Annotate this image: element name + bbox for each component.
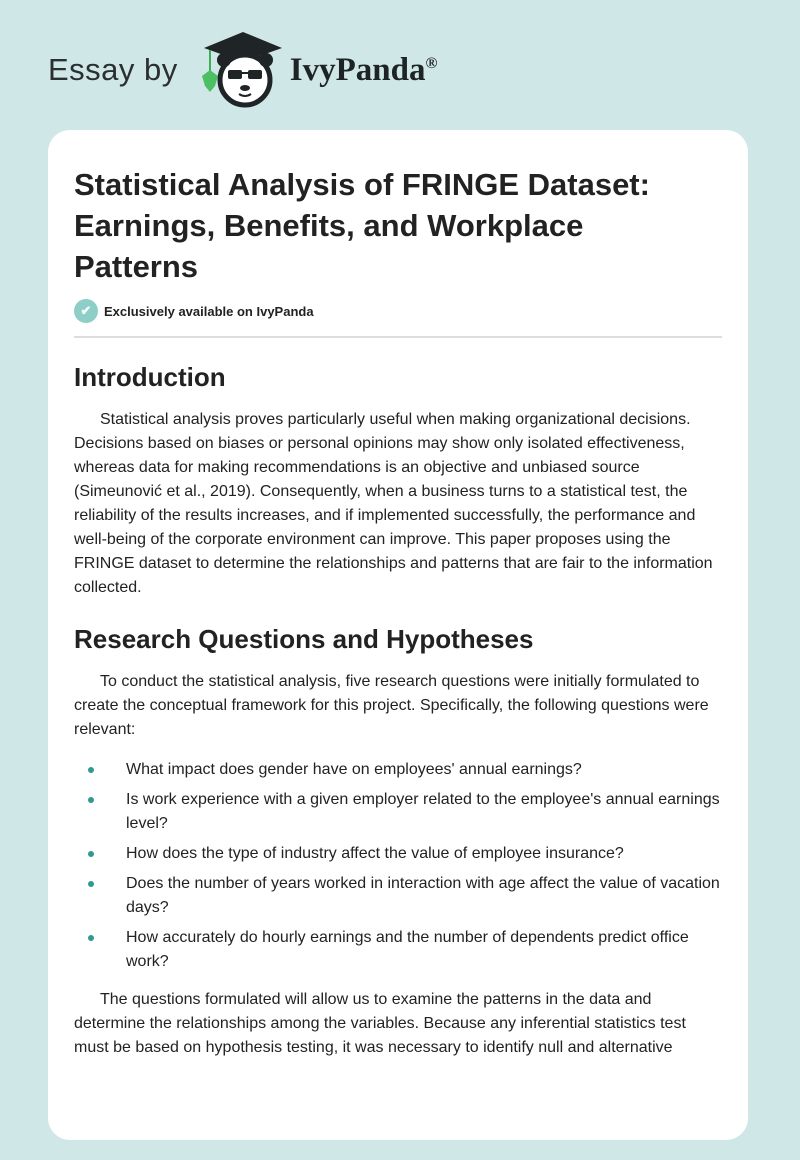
article-title: Statistical Analysis of FRINGE Dataset: Earnings, Benefits, and Workplace Patterns [74, 167, 650, 284]
list-item: Does the number of years worked in interaction with age affect the value of vacation days? [74, 872, 722, 920]
research-questions-list [74, 758, 722, 974]
site-header [48, 30, 437, 110]
brand-name[interactable] [290, 52, 438, 89]
list-item: How accurately do hourly earnings and the number of dependents predict office work? [74, 926, 722, 974]
essay-by-label: Essay by [48, 52, 178, 87]
paragraph: Statistical analysis proves particularly useful when making organizational decisions. Decisions based on biases or personal opinions may show only isolated effectiveness, whereas data for making recommendations is an objective and unbiased source (Simeunović et al., 2019). Consequently, when a business turns to a statistical test, the reliability of the results increases, and if implemented successfully, the performance and well-being of the corporate environment can improve. This paper proposes using the FRINGE dataset to determine the relationships and patterns that are fair to the information collected. [74, 411, 713, 596]
exclusive-badge [74, 299, 722, 323]
paragraph: To conduct the statistical analysis, five research questions were initially formulated to create the conceptual framework for this project. Specifically, the following questions were relevant: [74, 673, 709, 738]
section-heading: Research Questions and Hypotheses [74, 624, 534, 654]
section-heading: Introduction [74, 362, 226, 392]
list-item: What impact does gender have on employees' annual earnings? [74, 758, 722, 782]
list-item: How does the type of industry affect the value of employee insurance? [74, 842, 722, 866]
check-icon: ✔ [74, 299, 98, 323]
ivypanda-logo-icon[interactable] [198, 30, 288, 110]
divider [74, 336, 722, 338]
exclusive-label: Exclusively available on IvyPanda [104, 303, 314, 319]
registered-mark: ® [425, 54, 438, 72]
paragraph: The questions formulated will allow us to examine the patterns in the data and determine the relationships among the variables. Because any inferential statistics test must be based on hypothesis testing, it was necessary to identify null and alternative [74, 991, 686, 1056]
article-card [48, 130, 748, 1140]
brand-text: IvyPanda [289, 51, 426, 88]
list-item: Is work experience with a given employer related to the employee's annual earnings level? [74, 788, 722, 836]
